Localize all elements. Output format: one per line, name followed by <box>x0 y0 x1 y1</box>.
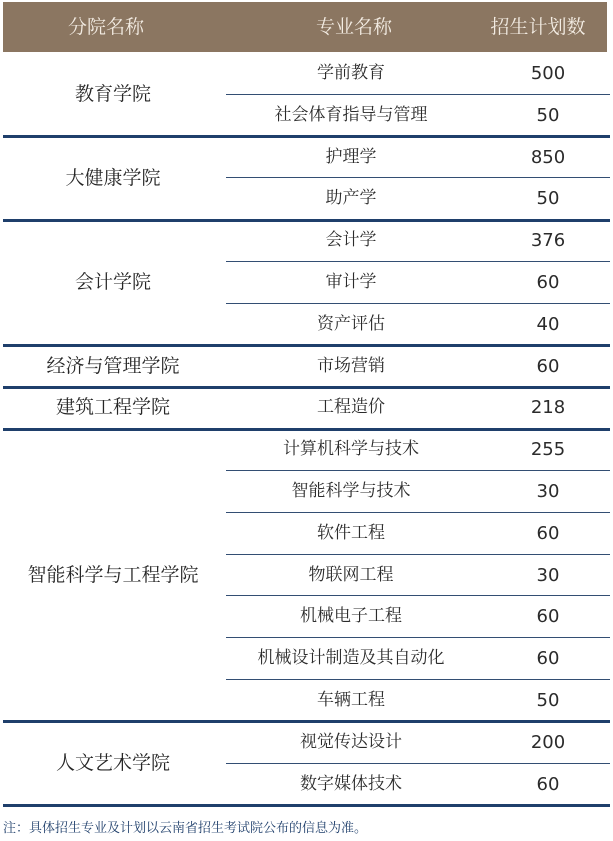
quota-value: 60 <box>536 773 560 795</box>
quota-value: 60 <box>536 355 560 377</box>
college-name: 教育学院 <box>74 83 151 105</box>
quota-value: 500 <box>530 63 566 84</box>
major-name: 视觉传达设计 <box>300 731 402 752</box>
college-name: 大健康学院 <box>65 166 161 189</box>
major-name: 资产评估 <box>317 313 385 334</box>
major-name: 助产学 <box>325 188 377 209</box>
footnote: 注：具体招生专业及计划以云南省招生考试院公布的信息为准。 <box>3 821 368 836</box>
major-name: 物联网工程 <box>308 564 394 585</box>
major-name: 工程造价 <box>317 397 385 418</box>
major-name: 数字媒体技术 <box>300 773 402 794</box>
major-name: 车辆工程 <box>317 690 385 710</box>
header-college: 分院名称 <box>67 16 144 38</box>
college-name: 建筑工程学院 <box>55 396 170 419</box>
college-name: 会计学院 <box>74 271 151 294</box>
major-name: 软件工程 <box>317 522 385 543</box>
college-name: 经济与管理学院 <box>46 354 180 377</box>
major-name: 社会体育指导与管理 <box>274 104 428 125</box>
quota-value: 60 <box>536 648 560 670</box>
major-name: 审计学 <box>325 272 377 292</box>
group-divider <box>3 804 610 807</box>
quota-value: 60 <box>536 272 560 293</box>
college-name: 人文艺术学院 <box>55 751 170 774</box>
quota-value: 50 <box>536 104 560 126</box>
quota-value: 30 <box>536 481 560 502</box>
quota-value: 850 <box>530 146 566 168</box>
quota-value: 40 <box>536 313 560 335</box>
quota-value: 218 <box>530 397 566 419</box>
major-name: 机械设计制造及其自动化 <box>257 648 445 669</box>
quota-value: 50 <box>536 690 560 711</box>
major-name: 护理学 <box>325 146 377 167</box>
quota-value: 30 <box>536 564 560 586</box>
major-name: 市场营销 <box>317 355 385 376</box>
major-name: 会计学 <box>325 230 377 251</box>
quota-value: 60 <box>536 522 560 544</box>
major-name: 学前教育 <box>317 63 385 83</box>
quota-value: 376 <box>530 230 566 252</box>
college-name: 智能科学与工程学院 <box>27 564 199 587</box>
major-name: 智能科学与技术 <box>291 481 411 501</box>
major-name: 机械电子工程 <box>300 606 402 627</box>
quota-value: 255 <box>530 439 566 461</box>
header-quota: 招生计划数 <box>490 16 586 38</box>
quota-value: 50 <box>536 188 560 210</box>
quota-value: 60 <box>536 606 560 628</box>
major-name: 计算机科学与技术 <box>283 439 419 460</box>
header-major: 专业名称 <box>315 16 392 38</box>
quota-value: 200 <box>530 731 566 753</box>
